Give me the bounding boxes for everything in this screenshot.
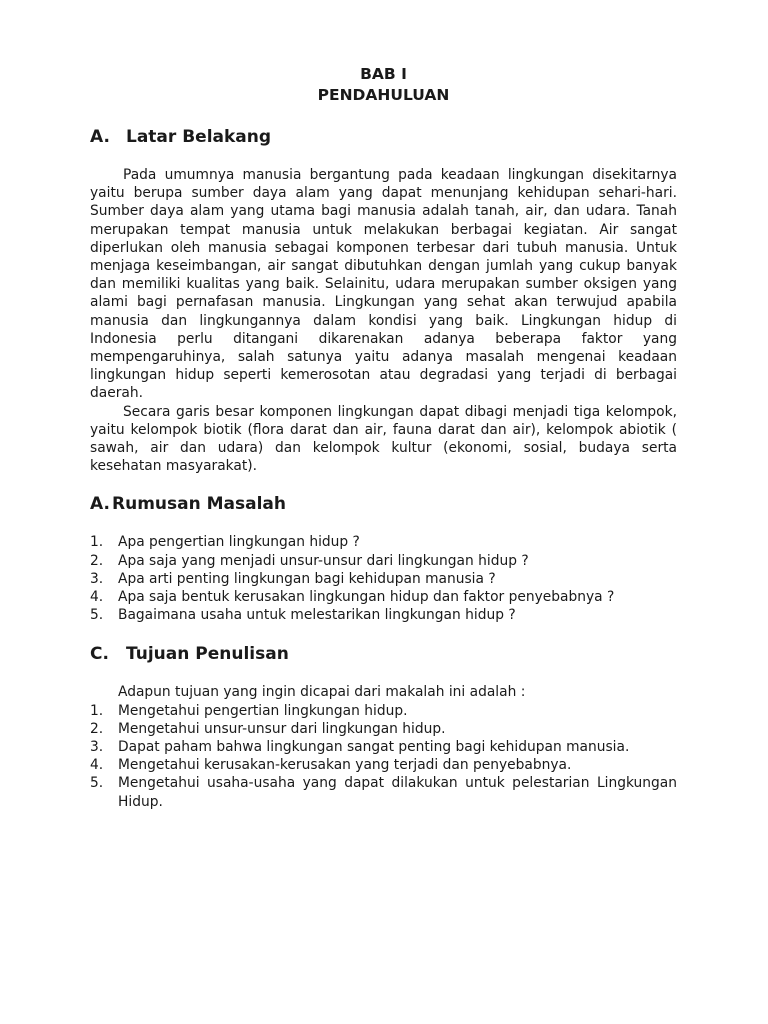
list-item-number: 3. (90, 739, 104, 756)
list-item-number: 4. (90, 757, 104, 774)
background-paragraph-2: Secara garis besar komponen lingkungan dapat dibagi menjadi tiga kelompok, yaitu kelompok biotik (flora darat dan air, fauna darat dan air), kelompok abiotik ( sawah, air dan udara) dan kelompok kultur (ekonomi, sosial, budaya serta kesehatan masyarakat). (90, 403, 677, 475)
list-item (90, 552, 677, 570)
list-item (90, 570, 677, 588)
list-item (90, 756, 677, 774)
list-item-text: Apa saja bentuk kerusakan lingkungan hidup dan faktor penyebabnya ? (118, 589, 615, 606)
section-title: Latar Belakang (126, 127, 272, 147)
section-heading-latar-belakang (90, 126, 677, 148)
section-title: Rumusan Masalah (112, 494, 287, 515)
list-item (90, 702, 677, 720)
list-item-text: Mengetahui pengertian lingkungan hidup. (118, 702, 408, 719)
document-page (90, 64, 677, 811)
section-letter: A. (90, 127, 110, 147)
list-item (90, 774, 677, 810)
list-item-text: Dapat paham bahwa lingkungan sangat penting bagi kehidupan manusia. (118, 739, 630, 756)
list-item-text: Mengetahui usaha-usaha yang dapat dilakukan untuk pelestarian Lingkungan Hidup. (118, 775, 677, 810)
section-heading-rumusan-masalah (90, 493, 677, 515)
objectives-intro: Adapun tujuan yang ingin dicapai dari makalah ini adalah : (118, 684, 526, 701)
list-item-number: 3. (90, 570, 104, 587)
list-item-number: 1. (90, 702, 104, 719)
list-item-number: 5. (90, 607, 104, 624)
section-title: Tujuan Penulisan (126, 644, 289, 665)
list-item-number: 2. (90, 720, 104, 737)
list-item-text: Mengetahui unsur-unsur dari lingkungan hidup. (118, 720, 446, 737)
list-item-text: Apa arti penting lingkungan bagi kehidupan manusia ? (118, 570, 496, 587)
chapter-number: BAB I (360, 65, 407, 83)
section-letter: A. (90, 494, 110, 515)
list-item-number: 2. (90, 552, 104, 569)
chapter-title: PENDAHULUAN (317, 86, 450, 104)
list-item (90, 533, 677, 551)
list-item-text: Bagaimana usaha untuk melestarikan lingkungan hidup ? (118, 607, 516, 624)
list-item-number: 4. (90, 589, 104, 606)
list-item-number: 1. (90, 534, 104, 551)
section-letter: C. (90, 644, 109, 665)
objectives-list (90, 702, 677, 811)
list-item-text: Apa saja yang menjadi unsur-unsur dari lingkungan hidup ? (118, 552, 529, 569)
section-heading-tujuan-penulisan (90, 643, 677, 665)
list-item-text: Mengetahui kerusakan-kerusakan yang terjadi dan penyebabnya. (118, 757, 572, 774)
background-paragraph-1: Pada umumnya manusia bergantung pada keadaan lingkungan disekitarnya yaitu berupa sumber daya alam yang dapat menunjang kehidupan sehari-hari. Sumber daya alam yang utama bagi manusia adalah tanah, air, dan udara. Tanah merupakan tempat manusia untuk melakukan berbagai kegiatan. Air sangat diperlukan oleh manusia sebagai komponen terbesar dari tubuh manusia. Untuk menjaga keseimbangan, air sangat dibutuhkan dengan jumlah yang cukup banyak dan memiliki kualitas yang baik. Selainitu, udara merupakan sumber oksigen yang alami bagi pernafasan manusia. Lingkungan yang sehat akan terwujud apabila manusia dan lingkungannya dalam kondisi yang baik. Lingkungan hidup di Indonesia perlu ditangani dikarenakan adanya beberapa faktor yang mempengaruhinya, salah satunya yaitu adanya masalah mengenai keadaan lingkungan hidup seperti kemerosotan atau degradasi yang terjadi di berbagai daerah. (90, 167, 677, 402)
list-item-text: Apa pengertian lingkungan hidup ? (118, 534, 360, 551)
list-item-number: 5. (90, 775, 104, 792)
list-item (90, 720, 677, 738)
list-item (90, 738, 677, 756)
list-item (90, 588, 677, 606)
problem-list (90, 533, 677, 624)
list-item (90, 606, 677, 624)
